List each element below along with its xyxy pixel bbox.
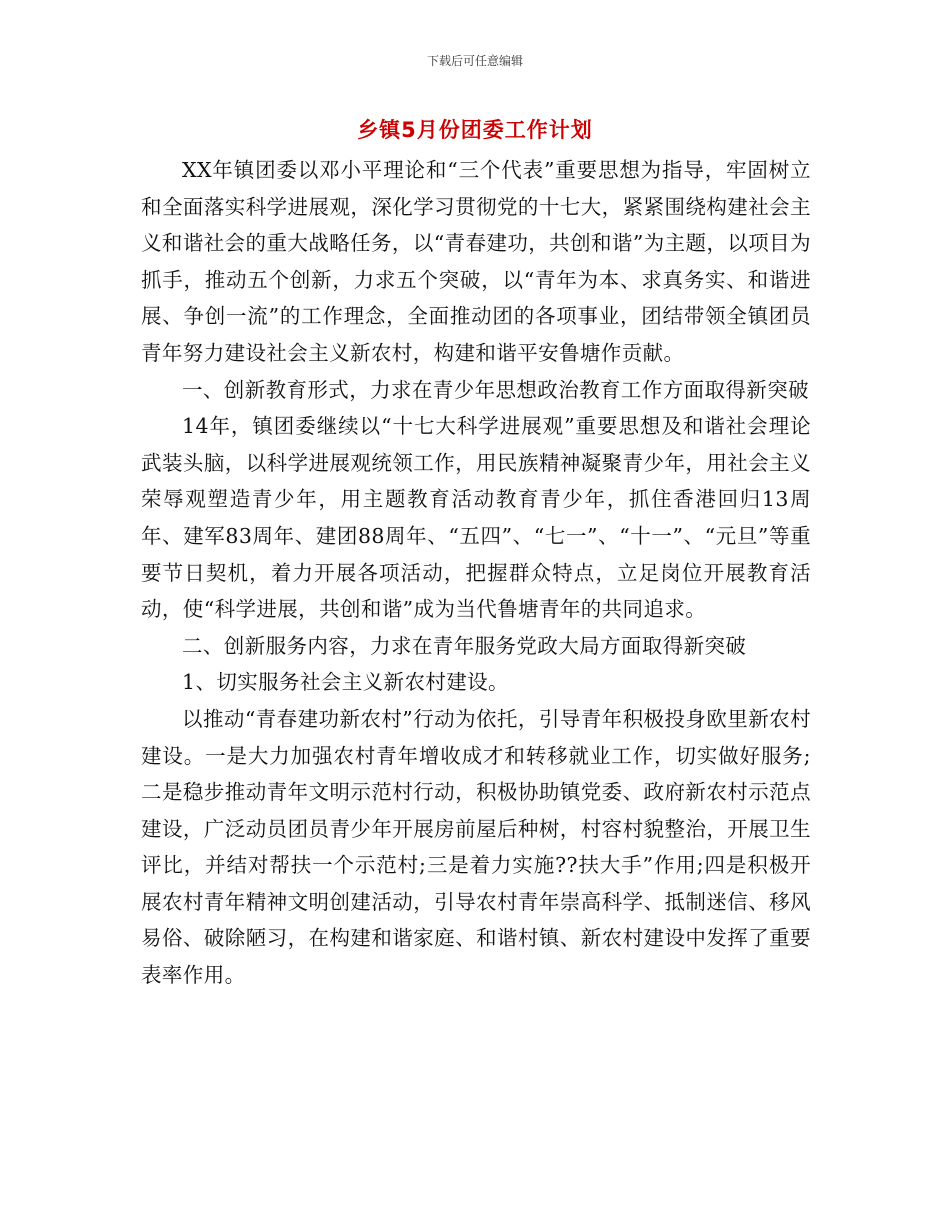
paragraph-section-2-heading: 二、创新服务内容，力求在青年服务党政大局方面取得新突破	[182, 633, 747, 658]
paragraph-subsection-1-heading: 1、切实服务社会主义新农村建设。	[182, 670, 509, 695]
paragraph-subsection-1-body: 以推动“青春建功新农村”行动为依托，引导青年积极投身欧里新农村建设。一是大力加强农村青年增收成才和转移就业工作，切实做好服务;二是稳步推动青年文明示范村行动，积极协助镇党委、政府新农村示范点建设，广泛动员团员青少年开展房前屋后种树，村容村貌整治，开展卫生评比，并结对帮扶一个示范村;三是着力实施??扶大手”作用;四是积极开展农村青年精神文明创建活动，引导农村青年崇高科学、抵制迷信、移风易俗、破除陋习，在构建和谐家庭、和谐村镇、新农村建设中发挥了重要表率作用。	[141, 706, 811, 988]
header-note: 下载后可任意编辑	[426, 54, 523, 68]
document-body	[141, 152, 811, 994]
paragraph-intro: XX年镇团委以邓小平理论和“三个代表”重要思想为指导，牢固树立和全面落实科学进展观，深化学习贯彻党的十七大，紧紧围绕构建社会主义和谐社会的重大战略任务，以“青春建功，共创和谐”为主题，以项目为抓手，推动五个创新，力求五个突破，以“青年为本、求真务实、和谐进展、争创一流”的工作理念，全面推动团的各项事业，团结带领全镇团员青年努力建设社会主义新农村，构建和谐平安鲁塘作贡献。	[141, 158, 811, 365]
document-title: 乡镇5月份团委工作计划	[357, 118, 593, 142]
paragraph-section-1-body: 14年，镇团委继续以“十七大科学进展观”重要思想及和谐社会理论武装头脑，以科学进展观统领工作，用民族精神凝聚青少年，用社会主义荣辱观塑造青少年，用主题教育活动教育青少年，抓住香港回归13周年、建军83周年、建团88周年、“五四”、“七一”、“十一”、“元旦”等重要节日契机，着力开展各项活动，把握群众特点，立足岗位开展教育活动，使“科学进展，共创和谐”成为当代鲁塘青年的共同追求。	[141, 414, 811, 622]
paragraph-section-1-heading: 一、创新教育形式，力求在青少年思想政治教育工作方面取得新突破	[182, 377, 809, 402]
